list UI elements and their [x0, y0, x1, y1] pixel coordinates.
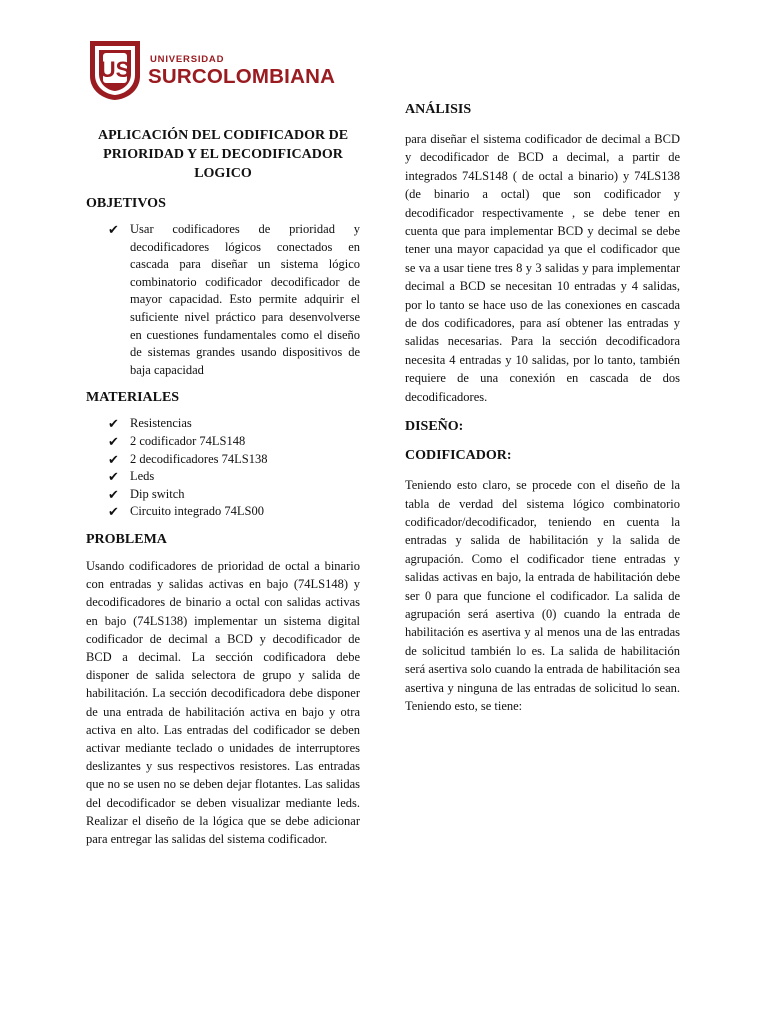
material-text: 2 codificador 74LS148	[130, 433, 246, 448]
list-item	[86, 451, 360, 469]
encoder-heading: CODIFICADOR:	[405, 448, 512, 464]
problem-text: Usando codificadores de prioridad de octal a binario con entradas y salidas activas en bajo (74LS148) y decodificadores de binario a octal con salidas activas en bajo (74LS138) implementar un sistema digital codificador de decimal a BCD y decodificador de BCD a decimal. La sección codificadora debe disponer de salida selectora de grupo y salida de habilitación. La sección decodificadora debe disponer de una entrada de habilitación activa en bajo y otra activa en alto. Las entradas del codificador se deben activar mediante teclado o unidades de interruptores deslizantes y sus respectivos resistores. Las entradas que no se usen no se deben dejar flotantes. Las salidas del decodificador se deben visualizar mediante leds. Realizar el diseño de la lógica que se debe adicionar para entregar las salidas del sistema codificador.	[86, 558, 360, 846]
material-text: Circuito integrado 74LS00	[130, 504, 265, 519]
list-item	[86, 486, 360, 504]
analysis-heading: ANÁLISIS	[405, 102, 472, 117]
list-item	[86, 503, 360, 521]
objectives-list	[86, 221, 360, 379]
check-icon: ✔	[108, 504, 119, 520]
check-icon: ✔	[108, 433, 119, 449]
materials-list	[86, 415, 360, 521]
check-icon: ✔	[108, 451, 119, 467]
list-item	[86, 221, 360, 379]
objectives-heading: OBJETIVOS	[86, 196, 166, 211]
document-title: APLICACIÓN DEL CODIFICADOR DE PRIORIDAD Y EL DECODIFICADOR LOGICO	[97, 128, 349, 181]
university-label: UNIVERSIDAD	[150, 54, 225, 65]
material-text: 2 decodificadores 74LS138	[130, 451, 268, 466]
encoder-text: Teniendo esto claro, se procede con el diseño de la tabla de verdad del sistema lógico combinatorio codificador/decodificador, teniendo en cuenta la entradas y salida de habilitación y la salida de agrupación. Como el codificador tiene entradas y salidas activas en bajo, la entrada de habilitación debe ser 0 para que funcione el codificador. La salida de agrupación será asertiva (0) cuando la entrada de habilitación es asertiva y al menos una de las entradas de solicitud también lo es. La salida de habilitación será asertiva solo cuando la entrada de habilitación sea asertiva y ninguna de las entradas de solicitud lo sean. Teniendo esto, se tiene:	[405, 478, 680, 713]
list-item	[86, 468, 360, 486]
list-item	[86, 415, 360, 433]
materials-heading: MATERIALES	[86, 390, 180, 406]
left-column	[86, 126, 360, 848]
check-icon: ✔	[108, 222, 119, 237]
material-text: Leds	[130, 469, 155, 484]
objective-text: Usar codificadores de prioridad y decodificadores lógicos conectados en cascada para diseñar un sistema lógico combinatorio codificador decodificador de mayor capacidad. Esto permite adquirir el suficiente nivel práctico para desenvolverse en cuestiones fundamentales como el diseño de sistemas grandes usando dispositivos de baja capacidad	[130, 222, 360, 377]
check-icon: ✔	[108, 416, 119, 432]
check-icon: ✔	[108, 486, 119, 502]
material-text: Dip switch	[130, 486, 185, 501]
right-column	[405, 101, 680, 715]
analysis-text: para diseñar el sistema codificador de decimal a BCD y decodificador de BCD a decimal, a partir de integrados 74LS148 ( de octal a binario) y 74LS138 (de binario a octal) que son codificador y decodificador respectivamente , se debe tener en cuenta que para implementar BCD y decimal se debe tener una mayor capacidad ya que el codificador que se va a usar tiene tres 8 y 3 salidas y para implementar decimal a BCD se necesitan 10 entradas y 4 salidas, por lo tanto se hace uso de las conexiones en cascada de dos codificadores, para así obtener las entradas y salidas necesarias. Para la sección decodificadora necesita 4 entradas y 10 salidas, por lo tanto, también requiere de una conexión en cascada de dos decodificadores.	[405, 132, 680, 404]
logo-letters: US	[99, 57, 131, 82]
university-logo	[86, 38, 336, 102]
list-item	[86, 433, 360, 451]
university-name: SURCOLOMBIANA	[148, 65, 336, 88]
material-text: Resistencias	[130, 416, 192, 431]
check-icon: ✔	[108, 469, 119, 485]
shield-logo-icon	[86, 38, 144, 102]
problem-heading: PROBLEMA	[86, 531, 167, 547]
design-heading: DISEÑO:	[405, 419, 464, 435]
